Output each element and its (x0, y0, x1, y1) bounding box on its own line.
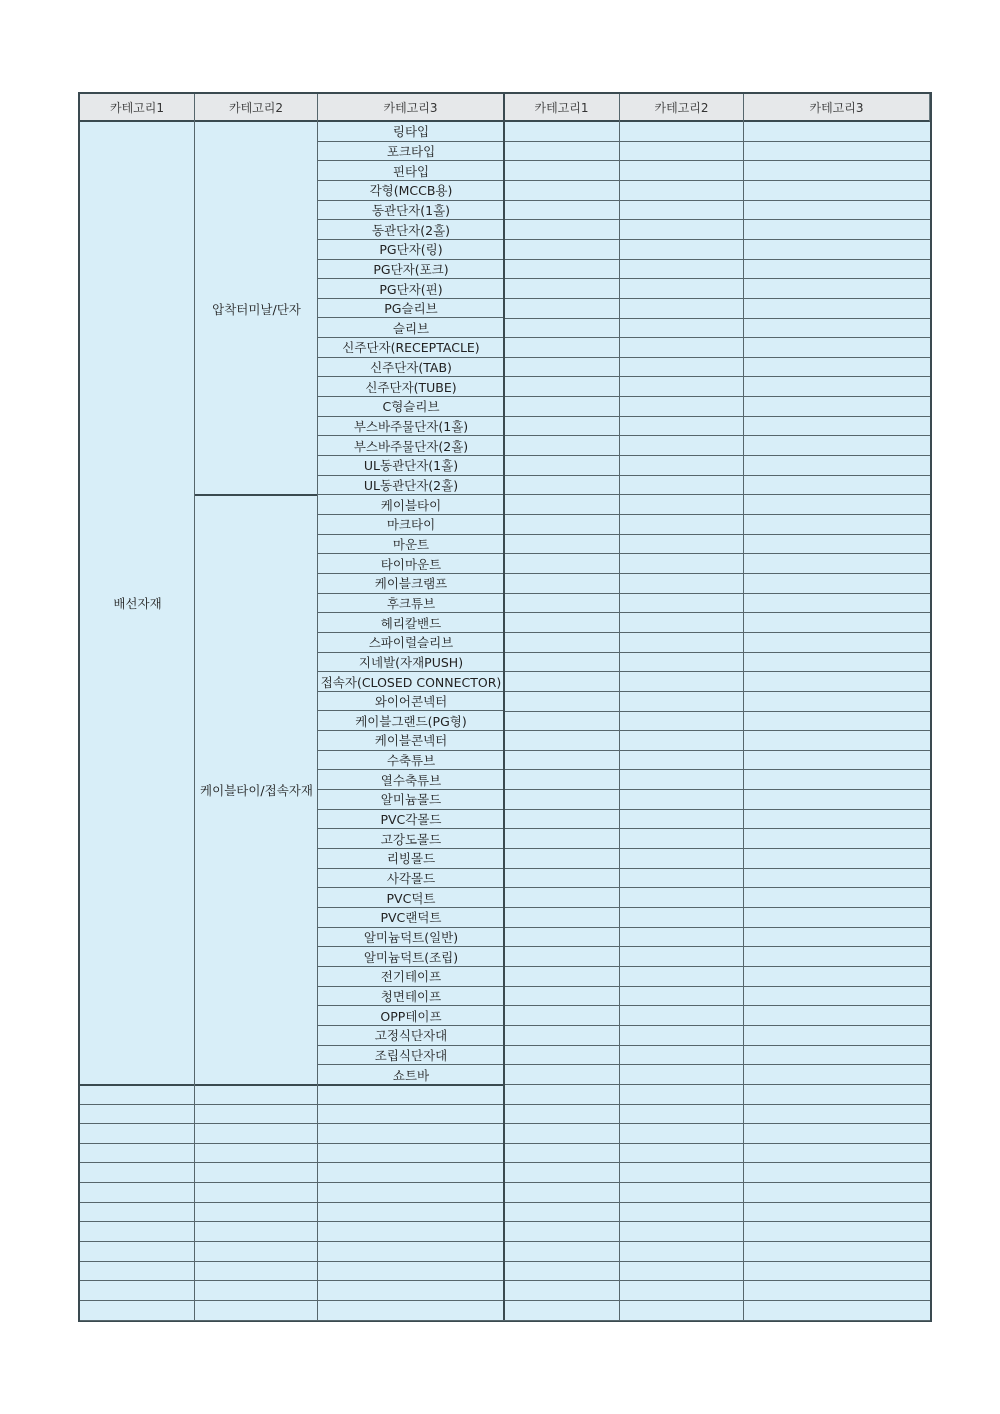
block-divider (80, 1084, 504, 1086)
row-divider (504, 141, 930, 142)
row-divider (504, 1084, 930, 1085)
row-divider (504, 789, 930, 790)
category3-cell: 핀타입 (318, 161, 504, 181)
category3-cell: 사각몰드 (318, 869, 504, 889)
row-divider (504, 278, 930, 279)
row-divider (504, 946, 930, 947)
row-divider (504, 318, 930, 319)
category3-cell: 신주단자(TUBE) (318, 377, 504, 397)
category3-cell: 열수축튜브 (318, 770, 504, 790)
category3-cell: 부스바주물단자(1홀) (318, 417, 504, 437)
row-divider (504, 593, 930, 594)
category3-cell: 수축튜브 (318, 751, 504, 771)
category3-cell: 조립식단자대 (318, 1046, 504, 1066)
row-divider (504, 455, 930, 456)
row-divider (504, 612, 930, 613)
row-divider (504, 396, 930, 397)
row-divider (504, 298, 930, 299)
row-divider (504, 907, 930, 908)
row-divider (504, 632, 930, 633)
row-divider (504, 514, 930, 515)
category3-cell: 포크타입 (318, 142, 504, 162)
row-divider (504, 986, 930, 987)
category3-cell: 마운트 (318, 535, 504, 555)
row-divider (504, 966, 930, 967)
empty-row-line (80, 1221, 930, 1222)
row-divider (504, 711, 930, 712)
row-divider (504, 494, 930, 495)
header-cell: 카테고리1 (504, 94, 620, 122)
category2-label: 케이블타이/접속자재 (200, 783, 313, 799)
category3-cell: 알미늄몰드 (318, 790, 504, 810)
category3-cell: 고정식단자대 (318, 1026, 504, 1046)
row-divider (504, 416, 930, 417)
category3-cell: 알미늄덕트(일반) (318, 928, 504, 948)
category3-cell: 리빙몰드 (318, 849, 504, 869)
header-cell: 카테고리2 (195, 94, 318, 122)
row-divider (504, 887, 930, 888)
row-divider (504, 259, 930, 260)
row-divider (504, 180, 930, 181)
header-cell: 카테고리3 (744, 94, 930, 122)
row-divider (504, 848, 930, 849)
row-divider (504, 475, 930, 476)
row-divider (504, 652, 930, 653)
category3-cell: OPP테이프 (318, 1006, 504, 1026)
category3-cell: PG단자(포크) (318, 260, 504, 280)
row-divider (504, 868, 930, 869)
category3-cell: 마크타이 (318, 515, 504, 535)
category3-cell: PG슬리브 (318, 299, 504, 319)
category1-label: 배선자재 (113, 596, 162, 612)
category3-cell: UL동관단자(2홀) (318, 476, 504, 496)
row-divider (504, 357, 930, 358)
header-cell: 카테고리1 (80, 94, 195, 122)
empty-row-line (80, 1123, 930, 1124)
category3-cell: 타이마운트 (318, 554, 504, 574)
row-divider (504, 671, 930, 672)
row-divider (504, 534, 930, 535)
row-divider (504, 730, 930, 731)
empty-row-line (80, 1202, 930, 1203)
row-divider (504, 828, 930, 829)
row-divider (504, 1064, 930, 1065)
category3-cell: PVC덕트 (318, 888, 504, 908)
row-divider (504, 435, 930, 436)
category-table (78, 92, 932, 1322)
category3-cell: 스파이럴슬리브 (318, 633, 504, 653)
category3-cell: 동관단자(1홀) (318, 201, 504, 221)
column-divider (619, 94, 620, 1320)
empty-row-line (80, 1300, 930, 1301)
category3-cell: 헤리칼밴드 (318, 613, 504, 633)
category3-cell: 전기테이프 (318, 967, 504, 987)
row-divider (504, 1045, 930, 1046)
empty-row-line (80, 1162, 930, 1163)
category3-cell: 케이블크램프 (318, 574, 504, 594)
category3-cell: UL동관단자(1홀) (318, 456, 504, 476)
category3-cell: 동관단자(2홀) (318, 220, 504, 240)
row-divider (504, 750, 930, 751)
category3-cell: PVC랜덕트 (318, 908, 504, 928)
row-divider (504, 553, 930, 554)
category3-cell: 케이블타이 (318, 495, 504, 515)
row-divider (504, 809, 930, 810)
row-divider (504, 769, 930, 770)
column-divider (743, 94, 744, 1320)
header-cell: 카테고리3 (318, 94, 504, 122)
category3-cell: 후크튜브 (318, 594, 504, 614)
empty-row-line (80, 1320, 930, 1321)
category2-label: 압착터미날/단자 (212, 301, 301, 317)
row-divider (504, 200, 930, 201)
column-divider (317, 94, 318, 1320)
row-divider (504, 1025, 930, 1026)
category3-cell: 고강도몰드 (318, 829, 504, 849)
row-divider (504, 160, 930, 161)
row-divider (504, 337, 930, 338)
column-divider (194, 94, 195, 1320)
category3-cell: 링타입 (318, 122, 504, 142)
category3-cell: 청면테이프 (318, 987, 504, 1007)
row-divider (504, 376, 930, 377)
category3-cell: C형슬리브 (318, 397, 504, 417)
empty-row-line (80, 1182, 930, 1183)
row-divider (504, 219, 930, 220)
empty-row-line (80, 1280, 930, 1281)
empty-row-line (80, 1104, 930, 1105)
category3-cell: 부스바주물단자(2홀) (318, 436, 504, 456)
header-cell: 카테고리2 (620, 94, 744, 122)
category3-cell: 지네발(자재PUSH) (318, 653, 504, 673)
category3-cell: 알미늄덕트(조립) (318, 947, 504, 967)
row-divider (504, 927, 930, 928)
column-divider (503, 94, 505, 1320)
category3-cell: PG단자(핀) (318, 279, 504, 299)
row-divider (504, 573, 930, 574)
row-divider (504, 691, 930, 692)
row-divider (504, 1005, 930, 1006)
category3-cell: 케이블콘넥터 (318, 731, 504, 751)
category3-cell: 슬리브 (318, 319, 504, 339)
category3-cell: 신주단자(RECEPTACLE) (318, 338, 504, 358)
category3-cell: 신주단자(TAB) (318, 358, 504, 378)
row-divider (504, 239, 930, 240)
category3-cell: 케이블그랜드(PG형) (318, 712, 504, 732)
category3-cell: PG단자(링) (318, 240, 504, 260)
category3-cell: 와이어콘넥터 (318, 692, 504, 712)
empty-row-line (80, 1261, 930, 1262)
category3-cell: 각형(MCCB용) (318, 181, 504, 201)
category3-cell: PVC각몰드 (318, 810, 504, 830)
category3-cell: 접속자(CLOSED CONNECTOR) (318, 672, 504, 692)
empty-row-line (80, 1241, 930, 1242)
category3-cell: 쇼트바 (318, 1065, 504, 1085)
empty-row-line (80, 1143, 930, 1144)
